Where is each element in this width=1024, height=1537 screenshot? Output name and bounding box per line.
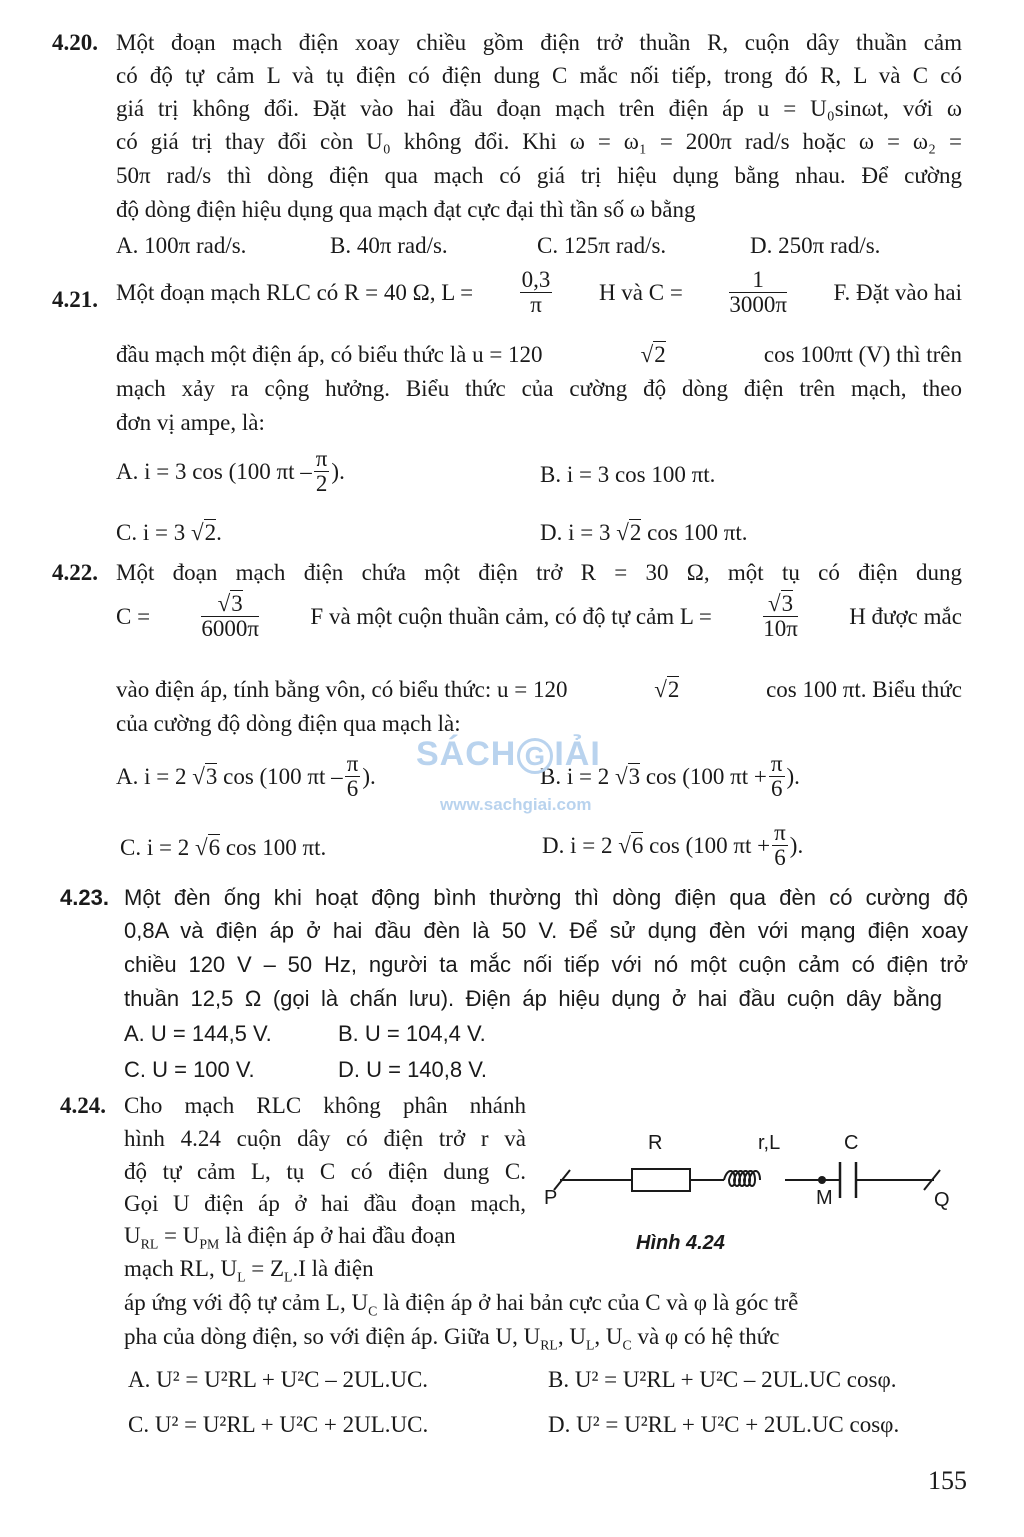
fraction-numerator: π [346, 751, 359, 776]
answer-option-b: B. U = 104,4 V. [338, 1021, 486, 1046]
text-segment: vào điện áp, tính bằng vôn, có biểu thức: u = 120 [116, 677, 568, 702]
inductor-symbol [724, 1171, 760, 1186]
text-segment: F. Đặt vào hai [833, 279, 962, 305]
sqrt-value: 2 [629, 520, 642, 545]
question-text-line: 0,8A và điện áp ở hai đầu đèn là 50 V. Để sử dụng đèn với mạng điện xoay [124, 918, 968, 943]
text-segment: cos (100 πt + [645, 763, 767, 789]
fraction-numerator: 1 [729, 268, 787, 293]
sqrt-value: 3 [781, 591, 794, 616]
text-segment: áp ứng với độ tự cảm L, U [124, 1290, 369, 1315]
answer-option-d: D. i = 3 √2 cos 100 πt. [540, 520, 748, 545]
question-text-line: Một đoạn mạch điện chứa một điện trở R = 30 Ω, một tụ có điện dung [116, 560, 962, 585]
question-text-line: của cường độ dòng điện qua mạch là: [116, 711, 461, 736]
figure-caption: Hình 4.24 [636, 1232, 725, 1254]
fraction [314, 447, 330, 496]
text-segment: F và một cuộn thuần cảm, có độ tự cảm L = [310, 603, 712, 629]
fraction-numerator: √3 [201, 592, 259, 617]
fraction-denominator: 6 [770, 776, 783, 802]
answer-option-b: B. 40π rad/s. [330, 233, 448, 258]
text-segment: = U [158, 1223, 200, 1248]
question-number: 4.22. [52, 560, 98, 585]
question-text-line: đơn vị ampe, là: [116, 410, 265, 435]
text-segment: ). [786, 763, 800, 789]
watermark-text: IẢI [554, 735, 601, 773]
question-text-line: mạch xảy ra cộng hưởng. Biểu thức của cường độ dòng điện trên mạch, theo [116, 376, 962, 401]
text-segment: A. i = 2 [116, 763, 187, 789]
fraction [345, 752, 361, 801]
question-text-line: Cho mạch RLC không phân nhánh [124, 1093, 526, 1118]
text-segment: cos 100πt (V) thì trên [763, 342, 962, 367]
text-segment: là điện áp ở hai đầu đoạn [219, 1223, 456, 1248]
text-segment: U [124, 1223, 141, 1248]
fraction-inductance [520, 268, 553, 317]
sqrt-value: 3 [231, 591, 243, 616]
sqrt-value: 2 [204, 520, 217, 545]
text-segment: pha của dòng điện, so với điện áp. Giữa U, U [124, 1324, 541, 1349]
subscript: L [585, 1337, 595, 1353]
question-number: 4.20. [52, 30, 98, 55]
text-segment: D. i = 3 [540, 520, 611, 545]
text-segment: .I là điện [292, 1256, 374, 1281]
watermark-logo [416, 735, 601, 774]
question-text-line: hình 4.24 cuộn dây có điện trở r và [124, 1126, 526, 1151]
fraction-capacitance [201, 592, 259, 641]
text-segment: C. i = 2 [120, 835, 190, 860]
text-segment: C. i = 3 [116, 520, 186, 545]
text-segment: A. i = 3 cos (100 πt – [116, 458, 312, 484]
answer-option-a: A. 100π rad/s. [116, 233, 247, 258]
page-number: 155 [928, 1466, 967, 1495]
text-segment: D. i = 2 [542, 832, 613, 858]
question-text-line: Gọi U điện áp ở hai đầu đoạn mạch, [124, 1191, 526, 1216]
sqrt-value: 6 [208, 835, 221, 860]
question-text-line: giá trị không đổi. Đặt vào hai đầu đoạn mạch trên điện áp u = U₀sinωt, với ω [116, 96, 962, 121]
text-segment: H và C = [598, 279, 683, 305]
text-segment: cos 100 πt. [647, 520, 748, 545]
fraction-denominator: 3000π [729, 292, 787, 318]
answer-option-a [116, 447, 345, 496]
question-text-line [124, 1223, 456, 1253]
text-segment: cos 100 πt. Biểu thức [766, 677, 962, 702]
question-text-line [124, 1324, 779, 1354]
subscript: PM [199, 1236, 220, 1252]
question-text-line: Một đoạn mạch điện xoay chiều gồm điện trở thuần R, cuộn dây thuần cảm [116, 30, 962, 55]
text-segment: cos 100 πt. [225, 835, 327, 860]
question-text-line: thuần 12,5 Ω (gọi là chấn lưu). Điện áp hiệu dụng ở hai đầu cuộn dây bằng [124, 986, 942, 1011]
question-text-line [124, 1256, 374, 1286]
text-segment: H được mắc [849, 603, 962, 629]
text-segment: Một đoạn mạch RLC có R = 40 Ω, L = [116, 279, 474, 305]
watermark-url: www.sachgiai.com [440, 795, 592, 814]
answer-option-a: A. i = 2 √ 3 cos (100 πt – $\frac{\pi}{6}$ ). [116, 751, 376, 802]
answer-option-c: C. U = 100 V. [124, 1057, 255, 1082]
fraction [769, 752, 785, 801]
answer-option-d: D. 250π rad/s. [750, 233, 881, 258]
label-resistor: R [648, 1132, 663, 1154]
answer-option-b: B. i = 3 cos 100 πt. [540, 462, 716, 487]
text-segment: = Z [245, 1256, 285, 1281]
fraction-numerator: 0,3 [521, 267, 551, 292]
answer-option-a: A. U = 144,5 V. [124, 1021, 272, 1046]
sqrt-value: 3 [628, 764, 641, 790]
fraction-numerator: π [774, 820, 786, 845]
subscript: RL [140, 1236, 159, 1252]
question-text-line: độ dòng điện hiệu dụng qua mạch đạt cực đại thì tần số ω bằng [116, 197, 696, 222]
sqrt-value: 3 [205, 764, 218, 790]
text-segment: C = [116, 603, 151, 629]
node-m-dot [818, 1176, 826, 1184]
label-capacitor: C [844, 1132, 859, 1154]
question-text-line [116, 268, 962, 317]
fraction [772, 821, 788, 870]
text-segment: mạch RL, U [124, 1256, 238, 1281]
answer-option-c: C. i = 3 √2. [116, 520, 222, 545]
text-segment: , U [594, 1324, 623, 1349]
sqrt-expression: √2 [640, 342, 666, 367]
sqrt-value: 2 [667, 677, 680, 702]
label-node-m: M [816, 1187, 833, 1209]
answer-option-d: D. U = 140,8 V. [338, 1057, 488, 1082]
sqrt-expression: √2 [654, 677, 680, 702]
text-segment: đầu mạch một điện áp, có biểu thức là u = 120 [116, 342, 543, 367]
question-text-line [116, 342, 962, 368]
fraction-denominator: 10π [763, 616, 798, 642]
answer-option-c: C. U² = U²RL + U²C + 2UL.UC. [128, 1412, 429, 1437]
label-terminal-p: P [544, 1187, 558, 1209]
answer-option-b: B. i = 2 √ 3 cos (100 πt + $\frac{\pi}{6}$ ). [540, 751, 800, 802]
text-segment: cos (100 πt + [649, 832, 771, 858]
fraction-denominator: 2 [315, 471, 328, 497]
subscript: RL [540, 1337, 558, 1353]
fraction-denominator: 6 [346, 776, 359, 802]
question-text-line [116, 677, 962, 703]
answer-option-b: B. U² = U²RL + U²C – 2UL.UC cosφ. [548, 1367, 897, 1392]
fraction-denominator: 6 [774, 845, 786, 871]
sqrt-value: 6 [631, 833, 644, 859]
fraction-denominator: 6000π [201, 616, 260, 642]
text-segment: ). [331, 458, 345, 484]
answer-option-d: D. U² = U²RL + U²C + 2UL.UC cosφ. [548, 1412, 900, 1437]
label-terminal-q: Q [934, 1189, 950, 1211]
question-text-line: Một đèn ống khi hoạt động bình thường thì dòng điện qua đèn có cường độ [124, 885, 968, 910]
question-text-line: chiều 120 V – 50 Hz, người ta mắc nối tiếp với nó một cuộn cảm có điện trở [124, 952, 968, 977]
question-text-line: độ tự cảm L, tụ C có điện dung C. [124, 1159, 526, 1184]
sqrt-value: 2 [654, 342, 666, 367]
watermark-g-emblem: G [517, 738, 553, 774]
text-segment: , U [557, 1324, 586, 1349]
subscript: C [368, 1303, 378, 1319]
text-segment: . [216, 520, 222, 545]
fraction-numerator: π [315, 446, 328, 471]
fraction-inductance [763, 592, 798, 641]
answer-option-c: C. 125π rad/s. [537, 233, 667, 258]
answer-option-c: C. i = 2 √6 cos 100 πt. [120, 835, 327, 860]
fraction-capacitance [729, 268, 787, 317]
subscript: C [622, 1337, 632, 1353]
question-text-line: có giá trị thay đổi còn U₀ không đổi. Khi ω = ω₁ = 200π rad/s hoặc ω = ω₂ = [116, 129, 962, 154]
subscript: L [237, 1269, 246, 1285]
fraction-numerator: √3 [763, 592, 798, 617]
text-segment: cos (100 πt – [223, 763, 343, 789]
question-number: 4.24. [60, 1093, 106, 1118]
watermark-text: SÁCH [416, 735, 517, 773]
question-text-line [124, 1290, 798, 1320]
question-number: 4.21. [52, 287, 98, 312]
question-number: 4.23. [60, 885, 109, 910]
label-inductor: r,L [758, 1132, 781, 1154]
text-segment: B. i = 2 [540, 763, 610, 789]
subscript: L [284, 1269, 293, 1285]
answer-option-d: D. i = 2 √ 6 cos (100 πt + $\frac{\pi}{6}$ ). [542, 820, 804, 871]
question-text-line: 50π rad/s thì dòng điện qua mạch có giá trị hiệu dụng bằng nhau. Để cường [116, 163, 962, 188]
text-segment: ). [362, 763, 376, 789]
text-segment: và φ có hệ thức [631, 1324, 780, 1349]
circuit-diagram [536, 1122, 976, 1262]
text-segment: là điện áp ở hai bản cực của C và φ là góc trễ [377, 1290, 799, 1315]
question-text-line: có độ tự cảm L và tụ điện có điện dung C mắc nối tiếp, trong đó R, L và C có [116, 63, 962, 88]
answer-option-a: A. U² = U²RL + U²C – 2UL.UC. [128, 1367, 429, 1392]
text-segment: ). [789, 832, 804, 858]
fraction-numerator: π [770, 751, 783, 776]
question-text-line [116, 592, 962, 641]
fraction-denominator: π [530, 292, 542, 318]
resistor-symbol [632, 1169, 690, 1191]
